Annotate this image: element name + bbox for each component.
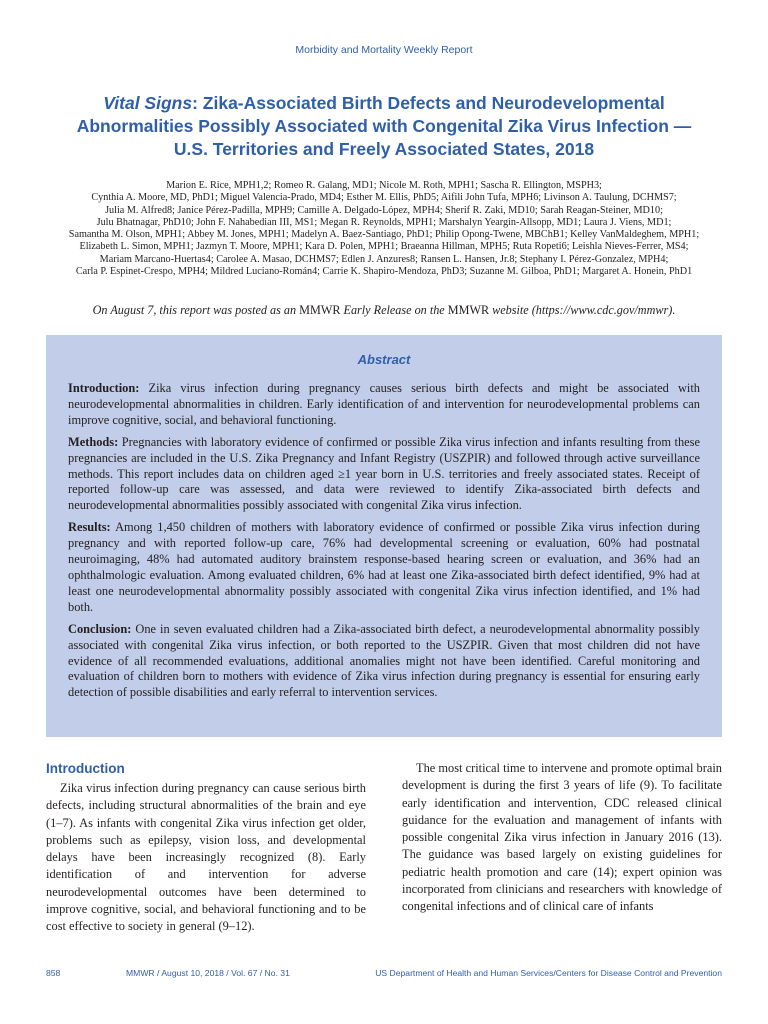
abstract-heading: Abstract bbox=[357, 352, 411, 367]
title-line-1: Vital Signs: Zika-Associated Birth Defects and Neurodevelopmental bbox=[103, 93, 665, 113]
right-column bbox=[402, 760, 722, 916]
abstract-results: Results: Among 1,450 children of mothers with laboratory evidence of confirmed or possible Zika virus infection during pregnancy and with reported follow-up care, 76% had developmental screening or evaluation, 60% had postnatal neuroimaging, 48% had automated auditory brainstem response-based hearing screen or evaluation, and 36% had an ophthalmologic evaluation. Among evaluated children, 6% had at least one Zika-associated birth defect identified, 9% had at least one neurodevelopmental abnormality possibly associated with congenital Zika virus infection identified, and 1% had both. bbox=[68, 520, 700, 614]
title-prefix: Vital Signs bbox=[103, 93, 193, 113]
author-line: Julu Bhatnagar, PhD10; John F. Nahabedian III, MS1; Megan R. Reynolds, MPH1; Marshalyn Yeargin-Allsopp, MD1; Laura J. Viens, MD1; bbox=[96, 216, 672, 228]
abstract-conclusion: Conclusion: One in seven evaluated children had a Zika-associated birth defect, a neurodevelopmental abnormality possibly associated with congenital Zika virus infection, or both reported to the USZPIR. Given that most children did not have evidence of all recommended evaluations, additional anomalies might not have been identified. Careful monitoring and evaluation of children born to mothers with evidence of Zika virus infection during pregnancy is essential for ensuring early detection of possible disabilities and early referral to intervention services. bbox=[68, 621, 700, 700]
body-paragraph: The most critical time to intervene and promote optimal brain development is during the first 3 years of life (9). To facilitate early identification and intervention, CDC released clinical guidance for the evaluation and management of infants with possible congenital Zika virus infection in January 2016 (13). The guidance was based largely on existing guidelines for pediatric health promotion and care (14); expert opinion was incorporated from clinicians and researchers with knowledge of congenital infections and of clinical care of infants bbox=[402, 761, 722, 914]
author-list bbox=[20, 180, 748, 278]
abstract-methods: Methods: Pregnancies with laboratory evidence of confirmed or possible Zika virus infection and infants resulting from these pregnancies are included in the U.S. Zika Pregnancy and Infant Registry (USZPIR) and followed through active surveillance methods. This report includes data on children aged ≥1 year born in U.S. territories and freely associated states. Receipt of reported follow-up care was assessed, and data were reviewed to identify Zika-associated birth defects and neurodevelopmental abnormalities possibly associated with congenital Zika virus infection. bbox=[68, 434, 700, 513]
introduction-heading: Introduction bbox=[46, 761, 125, 776]
title-line-3: U.S. Territories and Freely Associated States, 2018 bbox=[173, 139, 595, 159]
abstract-introduction: Introduction: Zika virus infection during pregnancy causes serious birth defects and might be associated with neurodevelopmental abnormalities in children. Early identification of and intervention for neurodevelopmental problems can improve cognitive, social, and behavioral functioning. bbox=[68, 381, 700, 427]
issue-info: MMWR / August 10, 2018 / Vol. 67 / No. 31 bbox=[126, 968, 290, 978]
abstract-box bbox=[46, 335, 722, 737]
author-line: Cynthia A. Moore, MD, PhD1; Miguel Valencia-Prado, MD4; Esther M. Ellis, PhD5; Aifili John Tufa, MPH6; Livinson A. Taulung, DCHMS7; bbox=[91, 192, 677, 204]
abstract-body bbox=[68, 381, 700, 707]
article-title bbox=[40, 92, 728, 161]
journal-header: Morbidity and Mortality Weekly Report bbox=[295, 44, 473, 56]
department-name: US Department of Health and Human Services/Centers for Disease Control and Prevention bbox=[375, 968, 722, 978]
introduction-paragraph: Zika virus infection during pregnancy can cause serious birth defects, including structural abnormalities of the brain and eye (1–7). As infants with congenital Zika virus infection get older, problems such as epilepsy, vision loss, and developmental delays have been increasingly recognized (8). Early identification of and intervention for adverse neurodevelopmental outcomes have been determined to improve cognitive, social, and behavioral functioning and to be cost effective to society in general (9–12). bbox=[46, 781, 366, 934]
title-line-2: Abnormalities Possibly Associated with Congenital Zika Virus Infection — bbox=[76, 116, 692, 136]
author-line: Elizabeth L. Simon, MPH1; Jazmyn T. Moore, MPH1; Kara D. Polen, MPH1; Braeanna Hillman, MPH5; Ruta Ropeti6; Leishla Nieves-Ferrer, MS4; bbox=[79, 241, 689, 253]
page-number: 858 bbox=[46, 968, 61, 978]
early-release-note: On August 7, this report was posted as an MMWR Early Release on the MMWR website (https://www.cdc.gov/mmwr). bbox=[92, 303, 676, 317]
author-line: Julia M. Alfred8; Janice Pérez-Padilla, MPH9; Camille A. Delgado-López, MPH4; Sherif R. Zaki, MD10; Sarah Reagan-Steiner, MD10; bbox=[105, 204, 663, 216]
author-line: Mariam Marcano-Huertas4; Carolee A. Masao, DCHMS7; Edlen J. Anzures8; Ransen L. Hansen, Jr.8; Stephany I. Pérez-Gonzalez, MPH4; bbox=[99, 253, 669, 265]
author-line: Marion E. Rice, MPH1,2; Romeo R. Galang, MD1; Nicole M. Roth, MPH1; Sascha R. Ellington, MSPH3; bbox=[166, 180, 602, 191]
author-line: Samantha M. Olson, MPH1; Abbey M. Jones, MPH1; Madelyn A. Baez-Santiago, PhD1; Philip Opong-Twene, MBChB1; Kelley VanMaldeghem, MPH1; bbox=[68, 229, 700, 241]
left-column bbox=[46, 760, 366, 936]
author-line: Carla P. Espinet-Crespo, MPH4; Mildred Luciano-Román4; Carrie K. Shapiro-Mendoza, PhD3; Suzanne M. Gilboa, PhD1; Margaret A. Honein, PhD1 bbox=[75, 266, 693, 278]
cdc-link[interactable]: website (https://www.cdc.gov/mmwr). bbox=[489, 303, 676, 317]
